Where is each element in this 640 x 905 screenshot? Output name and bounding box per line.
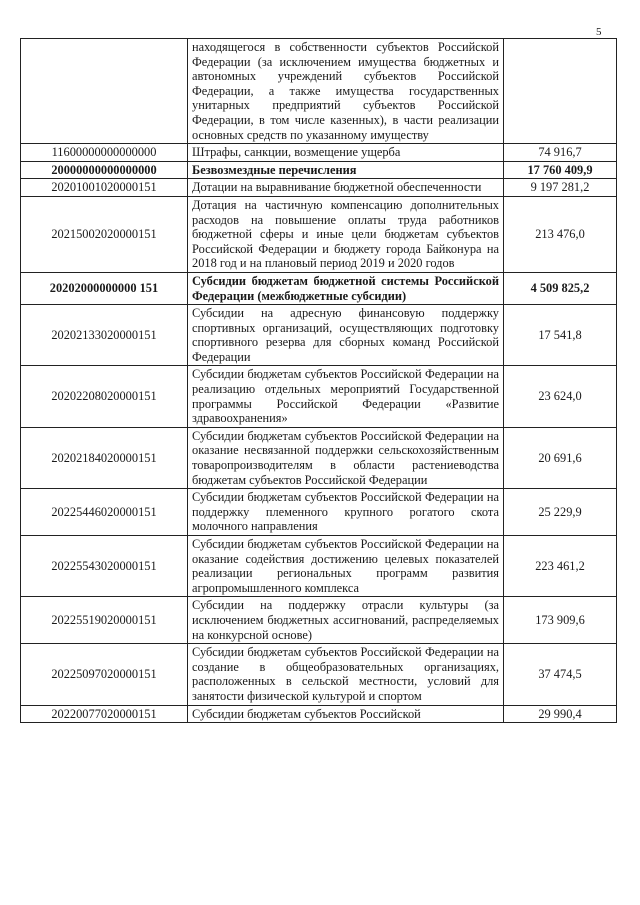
description-cell: Штрафы, санкции, возмещение ущерба bbox=[188, 144, 504, 162]
description-cell: Субсидии бюджетам субъектов Российской Федерации на оказание несвязанной поддержки сельскохозяйственным товаропроизводителям в области растениеводства бюджетам субъектов Российской Федерации bbox=[188, 427, 504, 488]
description-cell: Субсидии бюджетам субъектов Российской Федерации на реализацию отдельных мероприятий Государственной программы Российской Федерации «Развитие здравоохранения» bbox=[188, 366, 504, 427]
table-row bbox=[21, 705, 617, 723]
amount-cell: 173 909,6 bbox=[504, 597, 617, 644]
amount-cell: 23 624,0 bbox=[504, 366, 617, 427]
amount-cell: 25 229,9 bbox=[504, 489, 617, 536]
description-cell: Субсидии на поддержку отрасли культуры (за исключением бюджетных ассигнований, распределяемых на конкурсной основе) bbox=[188, 597, 504, 644]
budget-code-cell: 20202208020000151 bbox=[21, 366, 188, 427]
description-cell: Субсидии бюджетам бюджетной системы Российской Федерации (межбюджетные субсидии) bbox=[188, 272, 504, 304]
description-cell: Субсидии на адресную финансовую поддержку спортивных организаций, осуществляющих подготовку спортивного резерва для сборных команд Российской Федерации bbox=[188, 305, 504, 366]
budget-code-cell: 20225446020000151 bbox=[21, 489, 188, 536]
amount-cell: 74 916,7 bbox=[504, 144, 617, 162]
description-cell: Субсидии бюджетам субъектов Российской Федерации на поддержку племенного крупного рогатого скота молочного направления bbox=[188, 489, 504, 536]
amount-cell: 17 541,8 bbox=[504, 305, 617, 366]
budget-code-cell: 20202184020000151 bbox=[21, 427, 188, 488]
table-row bbox=[21, 305, 617, 366]
description-cell: Субсидии бюджетам субъектов Российской Федерации на создание в общеобразовательных организациях, расположенных в сельской местности, условий для занятости физической культурой и спортом bbox=[188, 644, 504, 705]
budget-code-cell: 20202000000000 151 bbox=[21, 272, 188, 304]
description-cell: Субсидии бюджетам субъектов Российской bbox=[188, 705, 504, 723]
amount-cell: 29 990,4 bbox=[504, 705, 617, 723]
amount-cell: 17 760 409,9 bbox=[504, 161, 617, 179]
amount-cell: 9 197 281,2 bbox=[504, 179, 617, 197]
table-row bbox=[21, 427, 617, 488]
description-cell: Безвозмездные перечисления bbox=[188, 161, 504, 179]
amount-cell: 223 461,2 bbox=[504, 536, 617, 597]
description-cell: Субсидии бюджетам субъектов Российской Федерации на оказание содействия достижению целевых показателей реализации региональных программ развития агропромышленного комплекса bbox=[188, 536, 504, 597]
budget-code-cell bbox=[21, 39, 188, 144]
budget-code-cell: 11600000000000000 bbox=[21, 144, 188, 162]
description-cell: находящегося в собственности субъектов Российской Федерации (за исключением имущества бюджетных и автономных учреждений субъектов Российской Федерации, а также имущества государственных унитарных предприятий субъектов Российской Федерации, в том числе казенных), в части реализации основных средств по указанному имуществу bbox=[188, 39, 504, 144]
table-row bbox=[21, 196, 617, 272]
description-cell: Дотация на частичную компенсацию дополнительных расходов на повышение оплаты труда работников бюджетной сферы и иные цели бюджетам субъектов Российской Федерации и бюджету города Байконура на 2018 год и на плановый период 2019 и 2020 годов bbox=[188, 196, 504, 272]
budget-code-cell: 20000000000000000 bbox=[21, 161, 188, 179]
table-row bbox=[21, 179, 617, 197]
table-row bbox=[21, 597, 617, 644]
budget-code-cell: 20225543020000151 bbox=[21, 536, 188, 597]
budget-code-cell: 20225519020000151 bbox=[21, 597, 188, 644]
budget-code-cell: 20202133020000151 bbox=[21, 305, 188, 366]
table-row-total bbox=[21, 161, 617, 179]
amount-cell: 37 474,5 bbox=[504, 644, 617, 705]
table-row bbox=[21, 536, 617, 597]
description-cell: Дотации на выравнивание бюджетной обеспеченности bbox=[188, 179, 504, 197]
amount-cell: 20 691,6 bbox=[504, 427, 617, 488]
amount-cell bbox=[504, 39, 617, 144]
table-row-subtotal bbox=[21, 272, 617, 304]
amount-cell: 4 509 825,2 bbox=[504, 272, 617, 304]
table-row bbox=[21, 144, 617, 162]
budget-code-cell: 20220077020000151 bbox=[21, 705, 188, 723]
page-number: 5 bbox=[596, 26, 602, 38]
budget-code-cell: 20215002020000151 bbox=[21, 196, 188, 272]
budget-code-cell: 20225097020000151 bbox=[21, 644, 188, 705]
table-row bbox=[21, 489, 617, 536]
amount-cell: 213 476,0 bbox=[504, 196, 617, 272]
budget-revenue-table bbox=[20, 38, 617, 723]
table-row bbox=[21, 366, 617, 427]
budget-code-cell: 20201001020000151 bbox=[21, 179, 188, 197]
table-row bbox=[21, 644, 617, 705]
table-row bbox=[21, 39, 617, 144]
